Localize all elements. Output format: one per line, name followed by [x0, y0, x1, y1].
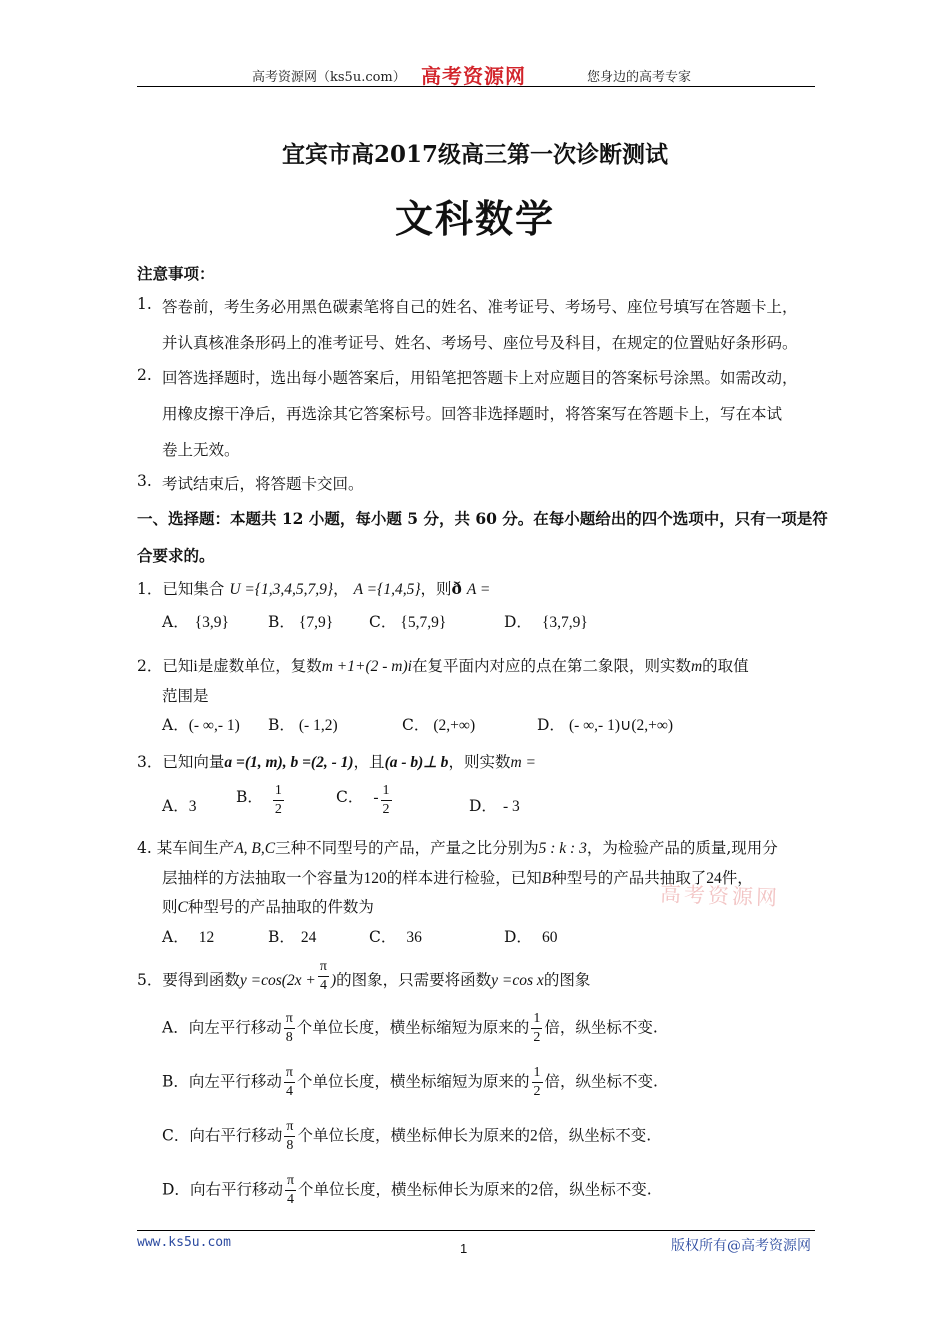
q3-text-c: ，则实数: [448, 753, 511, 771]
q2-option-a-label: A．: [162, 716, 189, 734]
q5-option-b[interactable]: [162, 1064, 658, 1101]
q2-var-m: m: [690, 658, 703, 675]
q1-option-d-label: D．: [504, 613, 532, 631]
q1-option-b-value: {7,9}: [298, 614, 334, 631]
q3-option-c-den: 2: [382, 802, 390, 817]
q2-option-b-value: (- 1,2): [298, 717, 338, 734]
q3-text-a: 已知向量: [162, 753, 225, 771]
q2-option-c[interactable]: [402, 713, 475, 735]
q5-func1-den: 4: [319, 978, 327, 993]
question-3: [137, 750, 536, 772]
q5-option-a-pre: 向左平行移动: [188, 1018, 282, 1037]
notice-heading: 注意事项：: [137, 264, 215, 283]
notice-item-1-line2: 并认真核准条形码上的准考证号、姓名、考场号、座位号及科目，在规定的位置贴好条形码。: [162, 334, 798, 352]
q4-option-d[interactable]: [504, 925, 557, 947]
q4-count-24: 24: [706, 870, 722, 887]
q4-option-a[interactable]: [162, 925, 214, 947]
footer-copyright: 版权所有@高考资源网: [671, 1238, 811, 1254]
q5-text-b: 的图象，只需要将函数: [336, 970, 492, 989]
question-2: [137, 654, 749, 676]
header-site-name: 高考资源网（ks5u.com）: [252, 70, 406, 85]
q4-line2-c: 种型号的产品共抽取了: [551, 869, 707, 887]
q4-line3-a: 则: [162, 898, 178, 916]
q5-option-b-shift-den: 4: [285, 1084, 293, 1099]
q5-func1-num: π: [318, 958, 329, 977]
q5-option-d-label: D．: [162, 1180, 190, 1199]
q4-option-b-label: B．: [268, 928, 295, 946]
q2-option-c-label: C．: [402, 716, 430, 734]
q5-option-d-shift: [285, 1172, 296, 1209]
question-1: [137, 577, 490, 599]
q3-option-b-label: B．: [236, 787, 263, 806]
q1-text-b: ，则: [420, 580, 452, 598]
section-heading-line1: 一、选择题：本题共 12 小题，每小题 5 分，共 60 分。在每小题给出的四个选项中，只有一项是符: [137, 509, 828, 528]
q5-option-d-scale: 2: [530, 1181, 539, 1199]
q1-option-c-label: C．: [369, 613, 397, 631]
q4-ratio: 5 : k : 3: [538, 840, 587, 857]
q1-option-a-label: A．: [162, 613, 189, 631]
q5-option-d-pre: 向右平行移动: [189, 1180, 283, 1199]
q3-option-a[interactable]: [162, 794, 196, 816]
q4-line1-a: 4. 某车间生产: [137, 839, 235, 857]
q3-option-c-num: 1: [381, 782, 392, 801]
q4-line1-c: ，为检验产品的质量,现用分: [586, 839, 778, 857]
notice-item-2-line1: 回答选择题时，选出每小题答案后，用铅笔把答题卡上对应题目的答案标号涂黑。如需改动，: [162, 369, 798, 387]
q1-number: 1．: [137, 580, 163, 598]
q5-option-b-scale: [532, 1064, 543, 1101]
q4-abc: A, B,C: [234, 840, 276, 857]
q5-option-b-post: 倍，纵坐标不变.: [544, 1072, 658, 1091]
q5-option-a-shift: [284, 1010, 295, 1047]
q3-option-b[interactable]: [236, 782, 286, 819]
section-heading-line2: 合要求的。: [137, 546, 215, 565]
q5-func2: y =cos x: [491, 971, 544, 989]
q4-line2-b: 的样本进行检验，已知: [386, 869, 542, 887]
q1-sep: ，: [333, 580, 349, 598]
notice-item-3-num: 3.: [137, 472, 152, 490]
q3-option-b-den: 2: [274, 802, 282, 817]
q2-number: 2．: [137, 657, 163, 675]
q4-option-c-value: 36: [406, 929, 422, 946]
question-5: [137, 958, 590, 995]
notice-item-1-num: 1.: [137, 295, 152, 313]
q3-number: 3．: [137, 753, 163, 771]
notice-item-2-line2: 用橡皮擦干净后，再选涂其它答案标号。回答非选择题时，将答案写在答题卡上，写在本试: [162, 405, 783, 423]
q1-option-a[interactable]: [162, 610, 229, 632]
q5-func1-a: y =cos(2x +: [239, 971, 316, 989]
q4-option-a-label: A．: [162, 928, 189, 946]
question-4-line1: [137, 836, 778, 858]
q3-option-c-fraction: [381, 782, 392, 819]
q2-text-c: 在复平面内对应的点在第二象限，则实数: [411, 657, 691, 675]
q2-expr: m +1+(2 - m)i: [321, 658, 412, 675]
q4-option-b[interactable]: [268, 925, 316, 947]
subject-title: 文科数学: [394, 196, 555, 241]
q3-text-b: ，且: [353, 753, 385, 771]
q5-option-b-scale-num: 1: [532, 1064, 543, 1083]
q2-option-d[interactable]: [537, 713, 673, 735]
q5-option-a-mid: 个单位长度，横坐标缩短为原来的: [296, 1018, 530, 1037]
q2-text-b: 是虚数单位，复数: [197, 657, 322, 675]
q5-option-d-post: 倍，纵坐标不变.: [538, 1180, 652, 1199]
q3-option-a-value: 3: [188, 798, 197, 815]
q4-option-d-value: 60: [541, 929, 558, 946]
q5-option-c-shift-num: π: [284, 1118, 295, 1137]
q3-option-c-sign: -: [373, 788, 379, 806]
q4-option-a-value: 12: [198, 929, 215, 946]
q5-option-d-mid: 个单位长度，横坐标伸长为原来的: [298, 1180, 531, 1199]
q2-option-a-value: (- ∞,- 1): [188, 717, 240, 734]
q5-text-c: 的图象: [543, 970, 591, 989]
notice-item-1-line1: 答卷前，考生务必用黑色碳素笔将自己的姓名、准考证号、考场号、座位号填写在答题卡上，: [162, 298, 798, 316]
exam-title: 宜宾市高2017级高三第一次诊断测试: [281, 141, 668, 168]
q5-option-a-shift-den: 8: [285, 1030, 293, 1045]
q4-type-b: B: [541, 870, 552, 887]
q5-option-a[interactable]: [162, 1010, 658, 1047]
q5-option-d-shift-den: 4: [286, 1192, 294, 1207]
q5-option-b-scale-den: 2: [533, 1084, 541, 1099]
q5-func1-b: ): [330, 971, 337, 989]
q5-option-c-label: C．: [162, 1126, 190, 1145]
q2-option-b[interactable]: [268, 713, 338, 735]
q4-line1-b: 三种不同型号的产品，产量之比分别为: [275, 839, 539, 857]
q4-line2-d: 件，: [721, 869, 753, 887]
q4-sample-size: 120: [363, 870, 387, 887]
q3-option-d[interactable]: [469, 794, 520, 816]
q2-imag-unit: i: [193, 658, 198, 675]
q5-option-b-label: B．: [162, 1072, 189, 1091]
page-footer: [137, 1230, 815, 1256]
q3-option-b-fraction: [273, 782, 284, 819]
q5-text-a: 要得到函数: [162, 970, 240, 989]
q1-option-d[interactable]: [504, 610, 588, 632]
q5-option-b-shift-num: π: [284, 1064, 295, 1083]
watermark: 高考资源网: [659, 881, 781, 911]
q1-set-a: A ={1,4,5}: [353, 581, 421, 598]
q4-line2-a: 层抽样的方法抽取一个容量为: [162, 869, 364, 887]
q3-vectors: a =(1, m), b =(2, - 1): [224, 754, 354, 771]
q5-option-c-pre: 向右平行移动: [189, 1126, 283, 1145]
q5-number: 5．: [137, 970, 163, 989]
q5-option-a-shift-num: π: [284, 1010, 295, 1029]
q2-option-d-label: D．: [537, 716, 565, 734]
q5-option-a-post: 倍，纵坐标不变.: [544, 1018, 658, 1037]
q5-option-b-shift: [284, 1064, 295, 1101]
question-4-line3: [162, 895, 374, 917]
q1-option-c-value: {5,7,9}: [400, 614, 447, 631]
q1-text-a: 已知集合: [162, 580, 225, 598]
q2-option-a[interactable]: [162, 713, 240, 735]
q5-option-b-pre: 向左平行移动: [188, 1072, 282, 1091]
q1-expr: A =: [466, 581, 491, 598]
q1-option-c[interactable]: [369, 610, 446, 632]
footer-site-link[interactable]: www.ks5u.com: [137, 1235, 231, 1250]
q4-option-d-label: D．: [504, 928, 532, 946]
q3-option-d-value: - 3: [502, 798, 520, 815]
q1-option-b-label: B．: [268, 613, 295, 631]
q5-option-a-scale-num: 1: [531, 1010, 542, 1029]
header-slogan: 您身边的高考专家: [587, 70, 692, 85]
q1-complement: ð: [451, 579, 462, 598]
q4-option-b-value: 24: [300, 929, 317, 946]
q5-option-c-mid: 个单位长度，横坐标伸长为原来的: [297, 1126, 530, 1145]
q5-option-c[interactable]: [162, 1118, 651, 1155]
page-header: [137, 62, 815, 87]
q2-option-c-value: (2,+∞): [433, 717, 476, 734]
q2-option-d-value: (- ∞,- 1)∪(2,+∞): [568, 717, 674, 734]
q3-option-a-label: A．: [162, 797, 189, 815]
q3-target: m =: [510, 754, 536, 771]
q3-perp-expr: (a - b)⊥ b: [384, 754, 449, 771]
q5-option-c-shift: [284, 1118, 295, 1155]
q3-option-b-num: 1: [273, 782, 284, 801]
q3-option-c[interactable]: [336, 782, 394, 819]
header-logo: 高考资源网: [421, 64, 526, 88]
q5-option-a-scale: [531, 1010, 542, 1047]
q5-option-c-post: 倍，纵坐标不变.: [537, 1126, 652, 1145]
q2-text-d: 的取值: [702, 657, 749, 675]
q4-type-c: C: [177, 899, 188, 916]
notice-item-3-line1: 考试结束后，将答题卡交回。: [162, 475, 364, 493]
q5-option-c-scale: 2: [529, 1127, 538, 1145]
notice-item-2-line3: 卷上无效。: [162, 441, 240, 459]
q5-option-d-shift-num: π: [285, 1172, 296, 1191]
q4-line3-b: 种型号的产品抽取的件数为: [187, 898, 374, 916]
q3-option-d-label: D．: [469, 797, 497, 815]
q5-option-a-scale-den: 2: [533, 1030, 541, 1045]
q5-option-c-shift-den: 8: [286, 1138, 294, 1153]
q4-option-c[interactable]: [369, 925, 422, 947]
q1-option-d-value: {3,7,9}: [541, 614, 588, 631]
q4-option-c-label: C．: [369, 928, 397, 946]
page-number: 1: [460, 1241, 468, 1256]
q2-option-b-label: B．: [268, 716, 295, 734]
q5-option-d[interactable]: [162, 1172, 652, 1209]
q2-text-a: 已知: [162, 657, 194, 675]
q1-set-u: U ={1,3,4,5,7,9}: [229, 581, 334, 598]
q2-line2: 范围是: [162, 687, 209, 705]
q5-func1-fraction: [318, 958, 329, 995]
notice-item-2-num: 2.: [137, 366, 152, 384]
q5-option-b-mid: 个单位长度，横坐标缩短为原来的: [296, 1072, 530, 1091]
q3-option-c-label: C．: [336, 787, 364, 806]
q5-option-a-label: A．: [162, 1018, 189, 1037]
q1-option-b[interactable]: [268, 610, 333, 632]
q1-option-a-value: {3,9}: [194, 614, 229, 631]
